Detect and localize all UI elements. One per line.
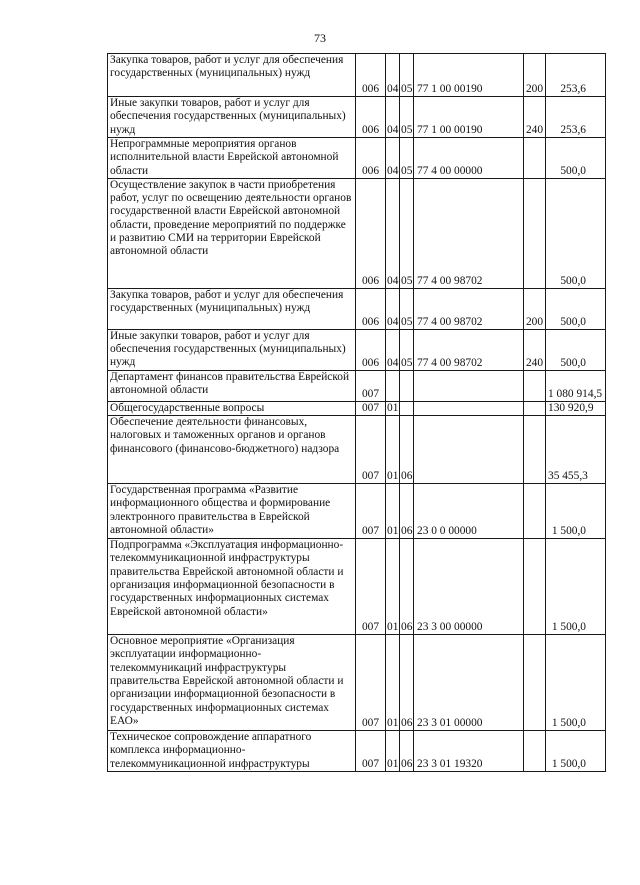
row-expense-type: 240 <box>524 329 546 370</box>
row-grbs-code: 007 <box>356 539 386 635</box>
row-subsection-code: 06 <box>400 731 414 772</box>
row-grbs-code: 007 <box>356 370 386 401</box>
row-subsection-code <box>400 370 414 401</box>
table-row <box>108 138 606 179</box>
row-target-article: 23 3 00 00000 <box>414 539 524 635</box>
row-name: Подпрограмма «Эксплуатация информационно-телекоммуникационной инфраструктуры правительства Еврейской автономной области и организация информационной безопасности в государственных информационных системах Еврейской автономной области» <box>108 539 356 635</box>
row-section-code: 01 <box>386 731 400 772</box>
row-subsection-code: 06 <box>400 539 414 635</box>
row-section-code: 01 <box>386 539 400 635</box>
row-target-article: 77 1 00 00190 <box>414 54 524 97</box>
row-name: Основное мероприятие «Организация эксплуатации информационно-телекоммуникаций инфраструктуры правительства Еврейской автономной области и организации информационной безопасности в государственных информационных системах ЕАО» <box>108 635 356 731</box>
row-amount: 253,6 <box>546 97 606 138</box>
row-section-code: 04 <box>386 54 400 97</box>
row-grbs-code: 006 <box>356 54 386 97</box>
table-row <box>108 370 606 401</box>
row-amount: 253,6 <box>546 54 606 97</box>
row-amount: 130 920,9 <box>546 401 606 415</box>
row-subsection-code: 06 <box>400 635 414 731</box>
row-amount: 35 455,3 <box>546 416 606 484</box>
row-amount: 1 500,0 <box>546 635 606 731</box>
row-amount: 1 500,0 <box>546 484 606 539</box>
row-name: Иные закупки товаров, работ и услуг для обеспечения государственных (муниципальных) нужд <box>108 97 356 138</box>
table-row <box>108 635 606 731</box>
row-grbs-code: 006 <box>356 97 386 138</box>
row-amount: 1 080 914,5 <box>546 370 606 401</box>
table-row <box>108 401 606 415</box>
row-amount: 500,0 <box>546 138 606 179</box>
row-target-article <box>414 416 524 484</box>
row-name: Закупка товаров, работ и услуг для обеспечения государственных (муниципальных) нужд <box>108 54 356 97</box>
table-row <box>108 54 606 97</box>
row-section-code: 04 <box>386 329 400 370</box>
row-subsection-code: 05 <box>400 178 414 288</box>
row-grbs-code: 007 <box>356 635 386 731</box>
row-grbs-code: 007 <box>356 416 386 484</box>
row-expense-type: 200 <box>524 54 546 97</box>
row-section-code <box>386 370 400 401</box>
row-name: Иные закупки товаров, работ и услуг для обеспечения государственных (муниципальных) нужд <box>108 329 356 370</box>
row-name: Непрограммные мероприятия органов исполнительной власти Еврейской автономной области <box>108 138 356 179</box>
table-row <box>108 329 606 370</box>
row-expense-type <box>524 484 546 539</box>
row-target-article <box>414 370 524 401</box>
row-expense-type: 200 <box>524 288 546 329</box>
row-expense-type <box>524 138 546 179</box>
row-expense-type <box>524 731 546 772</box>
row-grbs-code: 007 <box>356 401 386 415</box>
row-section-code: 01 <box>387 401 399 414</box>
row-amount: 1 500,0 <box>546 731 606 772</box>
table-row <box>108 416 606 484</box>
table-row <box>108 288 606 329</box>
row-expense-type <box>524 416 546 484</box>
row-amount: 1 500,0 <box>546 539 606 635</box>
budget-table-body <box>108 54 606 772</box>
row-amount: 500,0 <box>546 329 606 370</box>
row-grbs-code: 006 <box>356 288 386 329</box>
row-grbs-code: 006 <box>356 138 386 179</box>
row-target-article: 77 4 00 00000 <box>414 138 524 179</box>
table-row <box>108 539 606 635</box>
row-target-article: 23 0 0 00000 <box>414 484 524 539</box>
row-name: Государственная программа «Развитие информационного общества и формирование электронного правительства в Еврейской автономной области» <box>108 484 356 539</box>
table-row <box>108 731 606 772</box>
row-section-code: 04 <box>386 97 400 138</box>
row-target-article: 23 3 01 19320 <box>414 731 524 772</box>
row-grbs-code: 006 <box>356 329 386 370</box>
row-section-code: 01 <box>386 484 400 539</box>
row-target-article <box>414 401 524 415</box>
row-name: Обеспечение деятельности финансовых, налоговых и таможенных органов и органов финансового (финансово-бюджетного) надзора <box>108 416 356 484</box>
row-grbs-code: 006 <box>356 178 386 288</box>
row-name: Закупка товаров, работ и услуг для обеспечения государственных (муниципальных) нужд <box>108 288 356 329</box>
page-number: 73 <box>314 31 326 45</box>
row-target-article: 77 1 00 00190 <box>414 97 524 138</box>
row-target-article: 23 3 01 00000 <box>414 635 524 731</box>
table-row <box>108 97 606 138</box>
row-subsection-code: 05 <box>400 288 414 329</box>
row-target-article: 77 4 00 98702 <box>414 329 524 370</box>
row-subsection-code: 05 <box>400 54 414 97</box>
row-amount: 500,0 <box>546 178 606 288</box>
row-section-code: 01 <box>386 416 400 484</box>
row-grbs-code: 007 <box>356 731 386 772</box>
row-name: Осуществление закупок в части приобретения работ, услуг по освещению деятельности органов государственной власти Еврейской автономной области, проведение мероприятий по поддержке и развитию СМИ на территории Еврейской автономной области <box>108 178 356 288</box>
row-name: Техническое сопровождение аппаратного комплекса информационно-телекоммуникационной инфраструктуры <box>108 731 356 772</box>
row-subsection-code: 06 <box>400 416 414 484</box>
budget-table <box>107 53 606 772</box>
row-grbs-code: 007 <box>356 484 386 539</box>
table-row <box>108 178 606 288</box>
row-expense-type <box>524 178 546 288</box>
row-name: Общегосударственные вопросы <box>108 401 356 415</box>
row-amount: 500,0 <box>546 288 606 329</box>
row-section-code: 01 <box>386 635 400 731</box>
row-target-article: 77 4 00 98702 <box>414 178 524 288</box>
row-subsection-code <box>400 401 414 415</box>
row-name: Департамент финансов правительства Еврейской автономной области <box>108 370 356 401</box>
row-section-code: 04 <box>386 138 400 179</box>
row-section-code: 04 <box>386 178 400 288</box>
row-subsection-code: 05 <box>400 97 414 138</box>
row-target-article: 77 4 00 98702 <box>414 288 524 329</box>
row-section-code: 04 <box>386 288 400 329</box>
row-subsection-code: 06 <box>400 484 414 539</box>
row-subsection-code: 05 <box>400 329 414 370</box>
row-expense-type <box>524 401 546 415</box>
row-expense-type: 240 <box>524 97 546 138</box>
row-subsection-code: 05 <box>400 138 414 179</box>
row-expense-type <box>524 539 546 635</box>
row-expense-type <box>524 370 546 401</box>
table-row <box>108 484 606 539</box>
row-expense-type <box>524 635 546 731</box>
